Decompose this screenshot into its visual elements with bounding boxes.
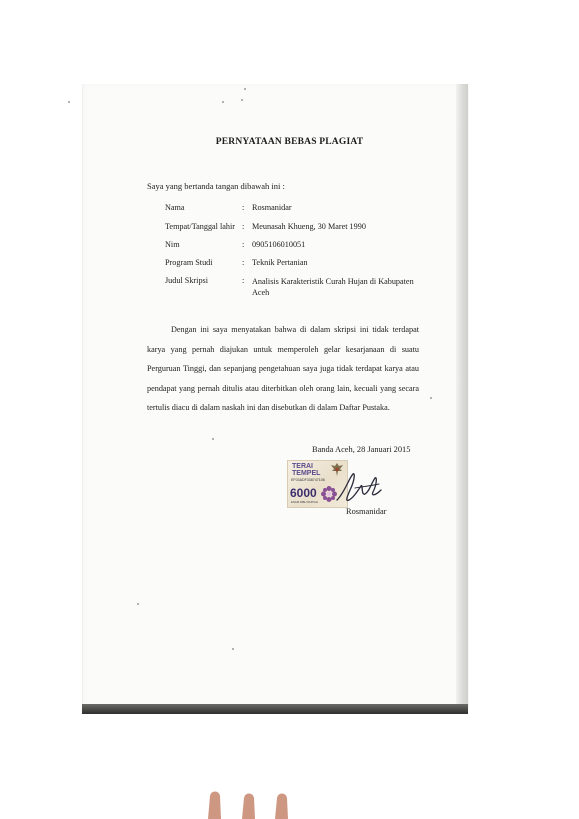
field-colon: : bbox=[242, 258, 245, 267]
field-value: Meunasah Khueng, 30 Maret 1990 bbox=[252, 222, 366, 231]
scan-speck bbox=[137, 603, 139, 605]
field-colon: : bbox=[242, 240, 245, 249]
stamp-line-2: TEMPEL bbox=[292, 470, 321, 477]
field-label: Program Studi bbox=[165, 258, 213, 267]
page-edge-shadow bbox=[456, 84, 468, 710]
scan-speck bbox=[222, 101, 224, 103]
stamp-amount: 6000 bbox=[290, 486, 317, 500]
scan-speck bbox=[68, 101, 70, 103]
field-label: Nama bbox=[165, 203, 185, 212]
scan-speck bbox=[232, 648, 234, 650]
stamp-sub: ENAM RIBU RUPIAH bbox=[291, 500, 318, 504]
field-value: Teknik Pertanian bbox=[252, 258, 308, 267]
field-colon: : bbox=[242, 276, 245, 285]
stamp-line-1: TERAI bbox=[292, 463, 313, 470]
book-bottom-edge bbox=[82, 704, 468, 714]
field-value: Analisis Karakteristik Curah Hujan di Kabupaten Aceh bbox=[252, 277, 414, 297]
scan-speck bbox=[212, 438, 214, 440]
field-label: Nim bbox=[165, 240, 180, 249]
field-value: Rosmanidar bbox=[252, 203, 292, 212]
place-date: Banda Aceh, 28 Januari 2015 bbox=[312, 445, 411, 454]
intro-text: Saya yang bertanda tangan dibawah ini : bbox=[147, 181, 285, 191]
field-value: 0905106010051 bbox=[252, 240, 306, 249]
scan-speck bbox=[241, 99, 243, 101]
scan-speck bbox=[430, 397, 432, 399]
field-label: Judul Skripsi bbox=[165, 276, 208, 285]
stamp-label bbox=[292, 463, 320, 477]
signer-name: Rosmanidar bbox=[346, 507, 387, 516]
stamp-code: EF03ADF338747106 bbox=[291, 478, 325, 482]
field-colon: : bbox=[242, 222, 245, 231]
field-label: Tempat/Tanggal lahir bbox=[165, 222, 236, 231]
scan-speck bbox=[244, 88, 246, 90]
statement-paragraph: Dengan ini saya menyatakan bahwa di dalam skripsi ini tidak terdapat karya yang pernah diajukan untuk memperoleh gelar kesarjanaan di suatu Perguruan Tinggi, dan sepanjang pengetahuan saya juga tidak terdapat karya atau pendapat yang pernah ditulis atau diterbitkan oleh orang lain, kecuali yang secara tertulis diacu di dalam naskah ini dan disebutkan di dalam Daftar Pustaka. bbox=[147, 325, 419, 413]
scanner-fingers bbox=[200, 784, 300, 819]
field-colon: : bbox=[242, 203, 245, 212]
handwritten-signature bbox=[335, 470, 383, 510]
document-title: PERNYATAAN BEBAS PLAGIAT bbox=[215, 137, 364, 147]
